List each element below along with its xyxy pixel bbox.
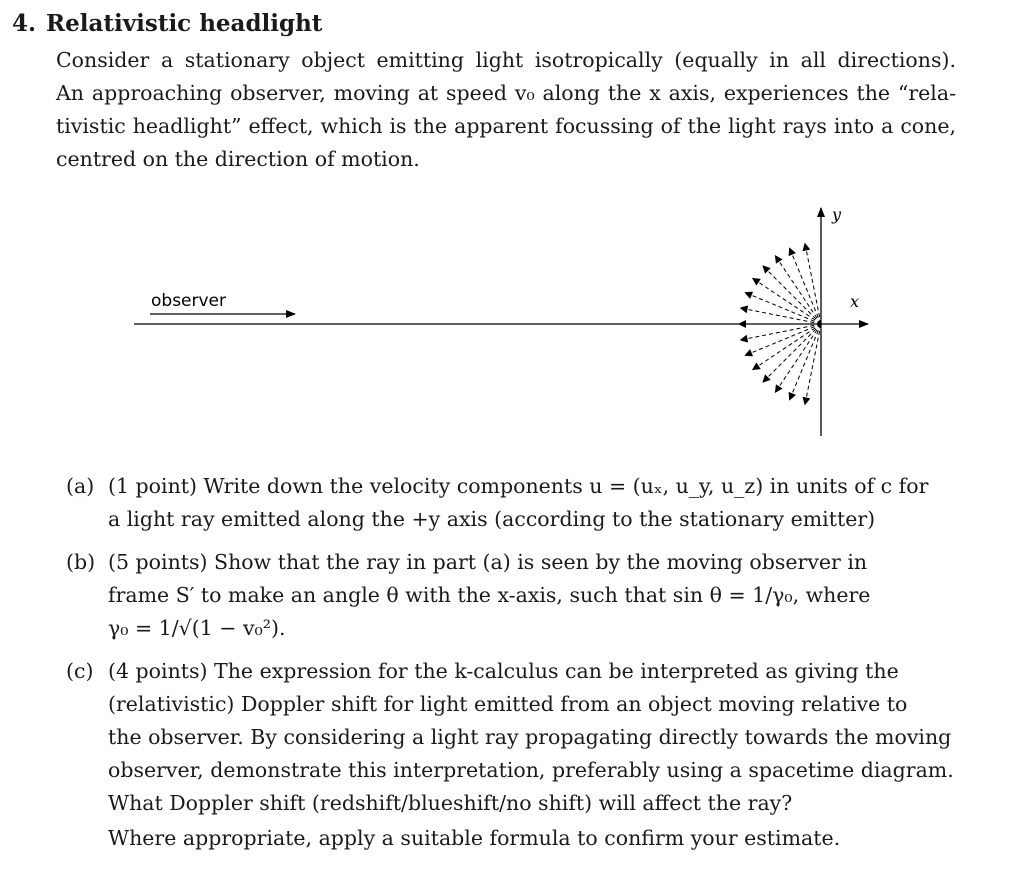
observer-label: observer: [151, 291, 227, 311]
part-b-label: (b): [66, 550, 96, 574]
light-ray: [753, 278, 821, 324]
light-ray: [763, 324, 821, 382]
part-a-label: (a): [66, 474, 95, 498]
y-axis-label: y: [832, 205, 842, 224]
part-c-line-3: the observer. By considering a light ray propagating directly towards the moving: [108, 725, 952, 749]
light-ray: [763, 266, 821, 324]
light-ray: [775, 324, 821, 392]
x-axis-label: x: [850, 292, 860, 311]
part-b-line-1: (5 points) Show that the ray in part (a) is seen by the moving observer in: [108, 550, 868, 574]
intro-paragraph: [56, 44, 956, 176]
part-a: [66, 470, 956, 536]
part-c-line-5: What Doppler shift (redshift/blueshift/no shift) will affect the ray?: [108, 791, 793, 815]
part-a-line-2: a light ray emitted along the +y axis (according to the stationary emitter): [108, 507, 876, 531]
part-b-line-3: γ₀ = 1/√(1 − v₀²).: [108, 616, 286, 640]
part-c: [66, 655, 956, 820]
intro-line-3: tivistic headlight” effect, which is the apparent focussing of the light rays into a cone,: [56, 114, 956, 138]
intro-line-2: An approaching observer, moving at speed v₀ along the x axis, experiences the “rela-: [56, 81, 956, 105]
problem-number: 4.: [12, 10, 37, 37]
intro-line-4: centred on the direction of motion.: [56, 147, 420, 171]
part-a-line-1: (1 point) Write down the velocity components u = (uₓ, u_y, u_z) in units of c for: [108, 474, 929, 498]
part-c-label: (c): [66, 659, 94, 683]
part-c-line-4: observer, demonstrate this interpretation, preferably using a spacetime diagram.: [108, 758, 954, 782]
part-b: [66, 546, 956, 645]
light-ray: [775, 256, 821, 324]
headlight-figure: [0, 195, 1024, 445]
part-c-line-2: (relativistic) Doppler shift for light emitted from an object moving relative to: [108, 692, 908, 716]
problem-title: Relativistic headlight: [46, 10, 323, 37]
intro-line-1: Consider a stationary object emitting light isotropically (equally in all directions).: [56, 48, 956, 72]
part-c-line-1: (4 points) The expression for the k-calculus can be interpreted as giving the: [108, 659, 899, 683]
closing-instruction: Where appropriate, apply a suitable formula to confirm your estimate.: [108, 826, 841, 850]
part-b-line-2: frame S′ to make an angle θ with the x-axis, such that sin θ = 1/γ₀, where: [108, 583, 871, 607]
light-ray: [753, 324, 821, 370]
problem-heading: [12, 10, 322, 37]
